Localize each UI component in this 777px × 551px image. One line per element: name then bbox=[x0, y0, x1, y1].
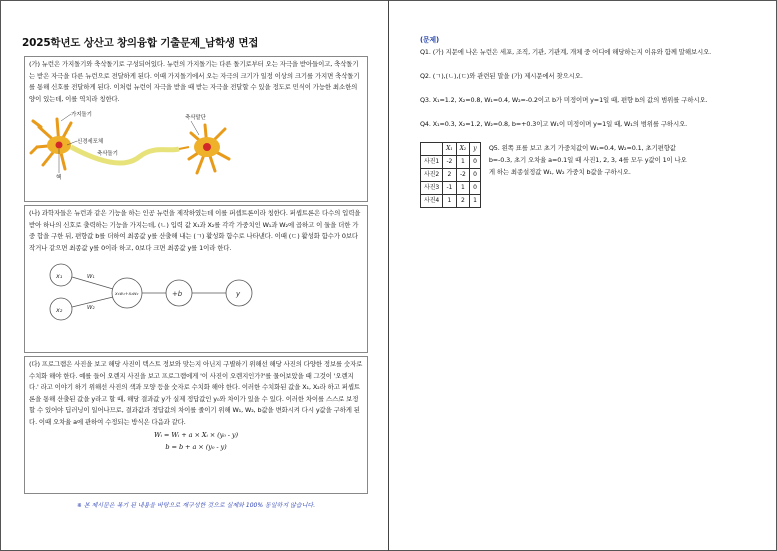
table-cell: 0 bbox=[470, 169, 481, 182]
axon-line bbox=[71, 147, 179, 163]
table-cell: 1 bbox=[470, 195, 481, 208]
neuron-figure bbox=[29, 107, 363, 185]
update-equation-weight: Wᵢ = Wᵢ + a × Xᵢ × (y₀ - y) bbox=[154, 430, 238, 439]
label-x2: x₂ bbox=[56, 306, 63, 315]
label-weighted-sum: x₁w₁+x₂w₂ bbox=[115, 292, 139, 298]
table-cell: 1 bbox=[456, 182, 469, 195]
label-x1: x₁ bbox=[56, 272, 63, 281]
table-header-row bbox=[421, 143, 481, 156]
perceptron-figure bbox=[29, 257, 363, 325]
table-row bbox=[421, 182, 481, 195]
table-row bbox=[421, 195, 481, 208]
table-cell: 사진1 bbox=[421, 156, 443, 169]
question-4: Q4. X₁=0.3, X₂=1.2, W₂=0.8, b=+0.3이고 W₁이 미정이며 y=1일 때, W₁의 범위를 구하시오. bbox=[420, 120, 688, 128]
label-w1: W₁ bbox=[87, 274, 95, 281]
questions-section bbox=[420, 34, 755, 208]
question-3: Q3. X₁=1.2, X₂=0.8, W₁=0.4, W₂=-0.2이고 b가 미정이며 y=1일 때, 편향 b의 값의 범위를 구하시오. bbox=[420, 96, 708, 104]
passage-da-text: (다) 프로그램은 사진을 보고 해당 사진이 텍스트 정보와 맞는지 아닌지 구별하기 위해선 해당 사진의 다양한 정보를 숫자로 수치화 해야 한다. 예를 들어 오렌지 사진을 보고 프로그램에게 '이 사진이 오렌지인가?'를 물어보았을 때 그것이 '오렌지다.' 라고 이야기 하기 위해선 사진의 색과 모양 등을 숫자로 수치화 해야 한다. 이러한 수치화된 값을 X₁, X₂라 하고 퍼셉트론을 통해 산출된 값을 y라고 할 때, 해당 결과값 y가 실제 정답값인 y₀와 차이가 있을 수 있다. 이러한 차이를 스스로 보정할 수 있어야 딥러닝이 일어나므로, 결과값과 정답값의 차이를 줄이기 위해 W₁, W₂, b값을 변화시켜 다시 y값을 구하게 된다. 이때 오차율 a에 관하여 수정되는 방식은 다음과 같다. bbox=[29, 360, 363, 426]
table-cell: 1 bbox=[456, 156, 469, 169]
question-2: Q2. (ㄱ),(ㄴ),(ㄷ)와 관련된 말을 (가) 제시문에서 찾으시오. bbox=[420, 72, 583, 80]
table-cell: 0 bbox=[470, 156, 481, 169]
photo-data-table bbox=[420, 142, 481, 208]
nucleus-right bbox=[203, 143, 211, 151]
table-cell: 1 bbox=[443, 195, 456, 208]
label-axon: 축삭돌기 bbox=[97, 151, 118, 158]
passage-ga-text: (가) 뉴런은 가지돌기와 축삭돌기로 구성되어있다. 뉴런의 가지돌기는 다른 돌기로부터 오는 자극을 받아들이고, 축삭돌기는 받은 자극을 다른 뉴런으로 전달하게 된다. 이때 가지돌기에서 오는 자극의 크기가 일정 이상의 크기를 가지면 축삭돌기를 통해 신호를 전달하게 된다. 이처럼 뉴런이 자극을 받을 때 받는 자극을 전달할 수 있을 정도로 민식이 가능한 최소한의 양이 있는데, 이를 역치라 칭한다. bbox=[29, 60, 360, 103]
perceptron-diagram bbox=[29, 257, 359, 325]
label-nucleus: 핵 bbox=[56, 175, 62, 182]
update-equation-bias: b = b + a × (y₀ - y) bbox=[165, 442, 227, 451]
table-cell: -1 bbox=[443, 182, 456, 195]
question-5-block bbox=[420, 142, 755, 208]
question-5: Q5. 왼쪽 표를 보고 초기 가중치값이 W₁=0.4, W₂=0.1, 초기편향값 b=-0.3, 초기 오차율 a=0.1일 때 사진1, 2, 3, 4를 모두 y값이 1이 나오게 하는 최종설정값 W₁, W₂ 가중치 b값을 구하시오. bbox=[488, 144, 687, 176]
table-header-cell: y bbox=[470, 143, 481, 156]
table-cell: -2 bbox=[456, 169, 469, 182]
passage-da-box bbox=[24, 356, 368, 494]
table-cell: 사진3 bbox=[421, 182, 443, 195]
table-header-cell: X₁ bbox=[443, 143, 456, 156]
table-cell: 사진2 bbox=[421, 169, 443, 182]
table-row bbox=[421, 169, 481, 182]
label-dendrite: 가지돌기 bbox=[71, 112, 92, 119]
table-cell: 사진4 bbox=[421, 195, 443, 208]
table-header-cell: X₂ bbox=[456, 143, 469, 156]
table-cell: -2 bbox=[443, 156, 456, 169]
neuron-illustration bbox=[29, 107, 359, 185]
passage-na-text: (나) 과학자들은 뉴런과 같은 기능을 하는 인공 뉴런을 제작하였는데 이를 퍼셉트론이라 칭한다. 퍼셉트론은 다수의 입력을 받아 하나의 신호로 출력하는 기능을 가지는데, (ㄴ) 입력 값 X₁과 X₂를 각각 가중치인 W₁과 W₂에 곱하고 이 둘을 더한 가중 합을 구한 뒤, 편향값 b를 더하여 최종값 y를 산출해 내는 (ㄱ) 활성화 함수로 나타낸다. 이때 (ㄷ) 활성화 함수가 0보다 작거나 같으면 최종값 y를 0이라 하고, 0보다 크면 최종값 y를 1이라 한다. bbox=[29, 209, 361, 252]
disclaimer-note: ※ 본 제시문은 복기 된 내용을 바탕으로 재구성한 것으로 실제와 100% 동일하지 않습니다. bbox=[76, 502, 316, 509]
nucleus-left bbox=[56, 142, 63, 149]
question-1: Q1. (가) 지문에 나온 뉴런은 세포, 조직, 기관, 기관계, 개체 중 어디에 해당하는지 이유와 함께 말해보시오. bbox=[420, 48, 712, 56]
table-cell: 0 bbox=[470, 182, 481, 195]
label-w2: W₂ bbox=[87, 305, 95, 312]
label-bias: +b bbox=[172, 290, 183, 299]
label-axon-terminal: 축삭말단 bbox=[185, 115, 206, 122]
table-header-cell bbox=[421, 143, 443, 156]
label-output: y bbox=[236, 290, 241, 299]
table-cell: 2 bbox=[456, 195, 469, 208]
table-row bbox=[421, 156, 481, 169]
passage-ga-box bbox=[24, 56, 368, 202]
table-cell: 2 bbox=[443, 169, 456, 182]
questions-heading: (문제) bbox=[420, 36, 439, 44]
page-divider bbox=[388, 0, 389, 551]
label-cell-body: 신경세포체 bbox=[77, 139, 104, 146]
passage-na-box bbox=[24, 205, 368, 353]
page-title: 2025학년도 상산고 창의융합 기출문제_남학생 면접 bbox=[22, 37, 259, 49]
